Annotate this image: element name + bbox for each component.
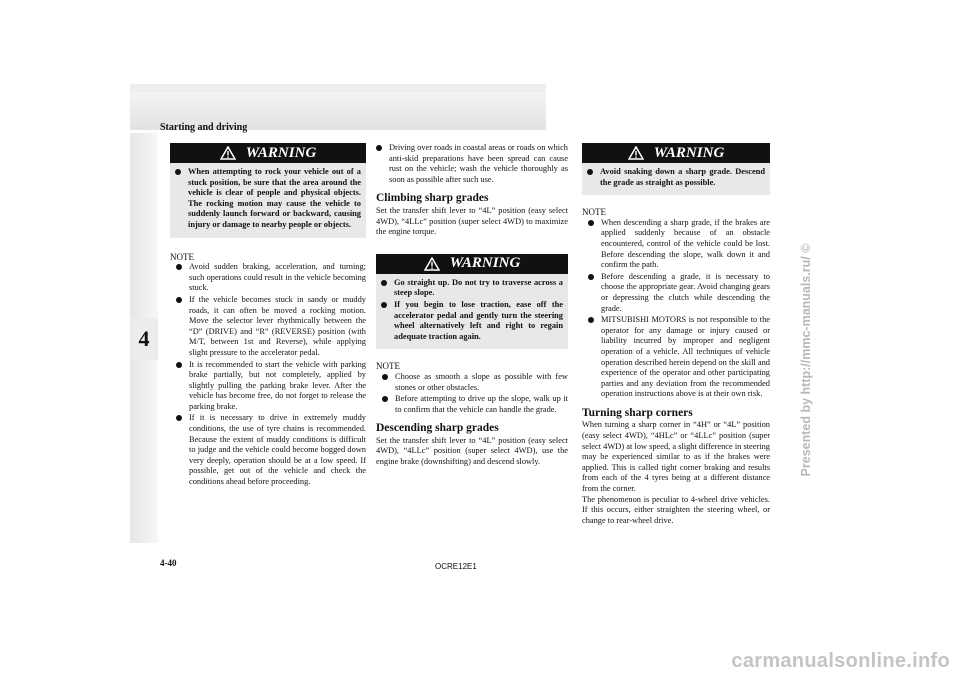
warning-title: WARNING [653, 144, 725, 161]
warning-triangle-icon [628, 146, 644, 160]
list-item: Driving over roads in coastal areas or roads on which anti-skid preparations have been spread can cause rust on the vehicle; wash the vehicle thoroughly as soon as possible after such use. [376, 143, 568, 185]
list-item: If you begin to lose traction, ease off the accelerator pedal and gently turn the steering wheel alternatively left and right to regain adequate traction again. [381, 300, 563, 342]
descending-text: Set the transfer shift lever to “4L” position (easy select 4WD), “4LLc” position (super select 4WD), use the engine brake (downshifting) and descend slowly. [376, 435, 568, 467]
vertical-watermark: Presented by http://mmc-manuals.ru/ © [799, 243, 813, 477]
list-item: Avoid sudden braking, acceleration, and turning; such operations could result in the vehicle becoming stuck. [176, 262, 366, 294]
note-block-3 [582, 207, 770, 400]
warning-triangle-icon [424, 257, 440, 271]
list-item: Avoid snaking down a sharp grade. Descend the grade as straight as possible. [587, 167, 765, 188]
list-item: If it is necessary to drive in extremely muddy conditions, the use of tyre chains is recommended. Because the extent of muddy conditions is difficult to judge and the vehicle could become bogged down very deeply, operation should be at a low speed. If possible, get out of the vehicle and check the conditions ahead before proceeding. [176, 413, 366, 487]
climbing-text: Set the transfer shift lever to “4L” position (easy select 4WD), “4LLc” position (super select 4WD) to maximize the engine torque. [376, 205, 568, 237]
list-item: Choose as smooth a slope as possible with few stones or other obstacles. [382, 372, 568, 393]
heading-descending: Descending sharp grades [376, 422, 499, 435]
section-title: Starting and driving [160, 122, 248, 133]
list-item: It is recommended to start the vehicle with parking brake partially, but not completely, applied by slightly pulling the parking brake lever. After the vehicle has become free, do not forget to release the parking brake. [176, 360, 366, 413]
column-2 [376, 143, 568, 468]
warning-header [170, 143, 366, 163]
page-number: 4-40 [160, 558, 177, 568]
note-label: NOTE [582, 207, 606, 218]
warning-title: WARNING [449, 255, 521, 272]
header-top-strip [130, 84, 546, 92]
list-item: When descending a sharp grade, if the brakes are applied suddenly because of an obstacle encountered, control of the vehicle could be lost. Before descending the slope, walk down it and confirm the path. [588, 218, 770, 271]
warning-header [582, 143, 770, 163]
column-3 [582, 143, 770, 526]
warning-header [376, 254, 568, 274]
list-item: Before descending a grade, it is necessary to choose the appropriate gear. Avoid changing gears or depressing the clutch while descending the grade. [588, 272, 770, 314]
warning-triangle-icon [220, 146, 236, 160]
warning-box-3 [582, 143, 770, 195]
heading-climbing: Climbing sharp grades [376, 192, 489, 205]
list-item: If the vehicle becomes stuck in sandy or muddy roads, it can often be moved a rocking motion. Move the selector lever rhythmically between the “D” (DRIVE) and “R” (REVERSE) position (with M/T, between 1st and Reverse), while applying slight pressure to the accelerator pedal. [176, 295, 366, 359]
heading-turning: Turning sharp corners [582, 406, 693, 419]
note-block-1 [170, 252, 366, 488]
warning-title: WARNING [245, 144, 317, 161]
column-1 [170, 143, 366, 489]
site-watermark: carmanualsonline.info [731, 650, 950, 672]
warning-box-2 [376, 254, 568, 350]
list-item: MITSUBISHI MOTORS is not responsible to the operator for any damage or injury caused or liability incurred by improper and negligent operation of a vehicle. All techniques of vehicle operation described herein depend on the skill and experience of the operator and other participating parties and any deviation from the recommended operation instructions above is at their own risk. [588, 315, 770, 400]
document-code: OCRE12E1 [435, 562, 477, 571]
turning-text: When turning a sharp corner in “4H” or “4L” position (easy select 4WD), “4HLc” or “4LLc” position (super select 4WD) at low speed, a slight difference in steering may be experienced similar to as if the brakes were applied. This is called tight corner braking and results from each of the 4 tyres being at a different distance from the corner. [582, 420, 770, 494]
list-item: When attempting to rock your vehicle out of a stuck position, be sure that the area around the vehicle is clear of people and physical objects. The rocking motion may cause the vehicle to suddenly launch forward or backward, causing injury or damage to nearby people or objects. [175, 167, 361, 231]
list-item: Go straight up. Do not try to traverse across a steep slope. [381, 278, 563, 299]
turning-text-2: The phenomenon is peculiar to 4-wheel drive vehicles. If this occurs, either straighten the steering wheel, or change to rear-wheel drive. [582, 494, 770, 525]
warning-box-1 [170, 143, 366, 238]
note-label: NOTE [170, 251, 194, 262]
note-block-2 [376, 361, 568, 415]
list-item: Before attempting to drive up the slope, walk up it to confirm that the vehicle can handle the grade. [382, 394, 568, 415]
note-label: NOTE [376, 361, 400, 372]
chapter-tab: 4 [130, 318, 158, 360]
